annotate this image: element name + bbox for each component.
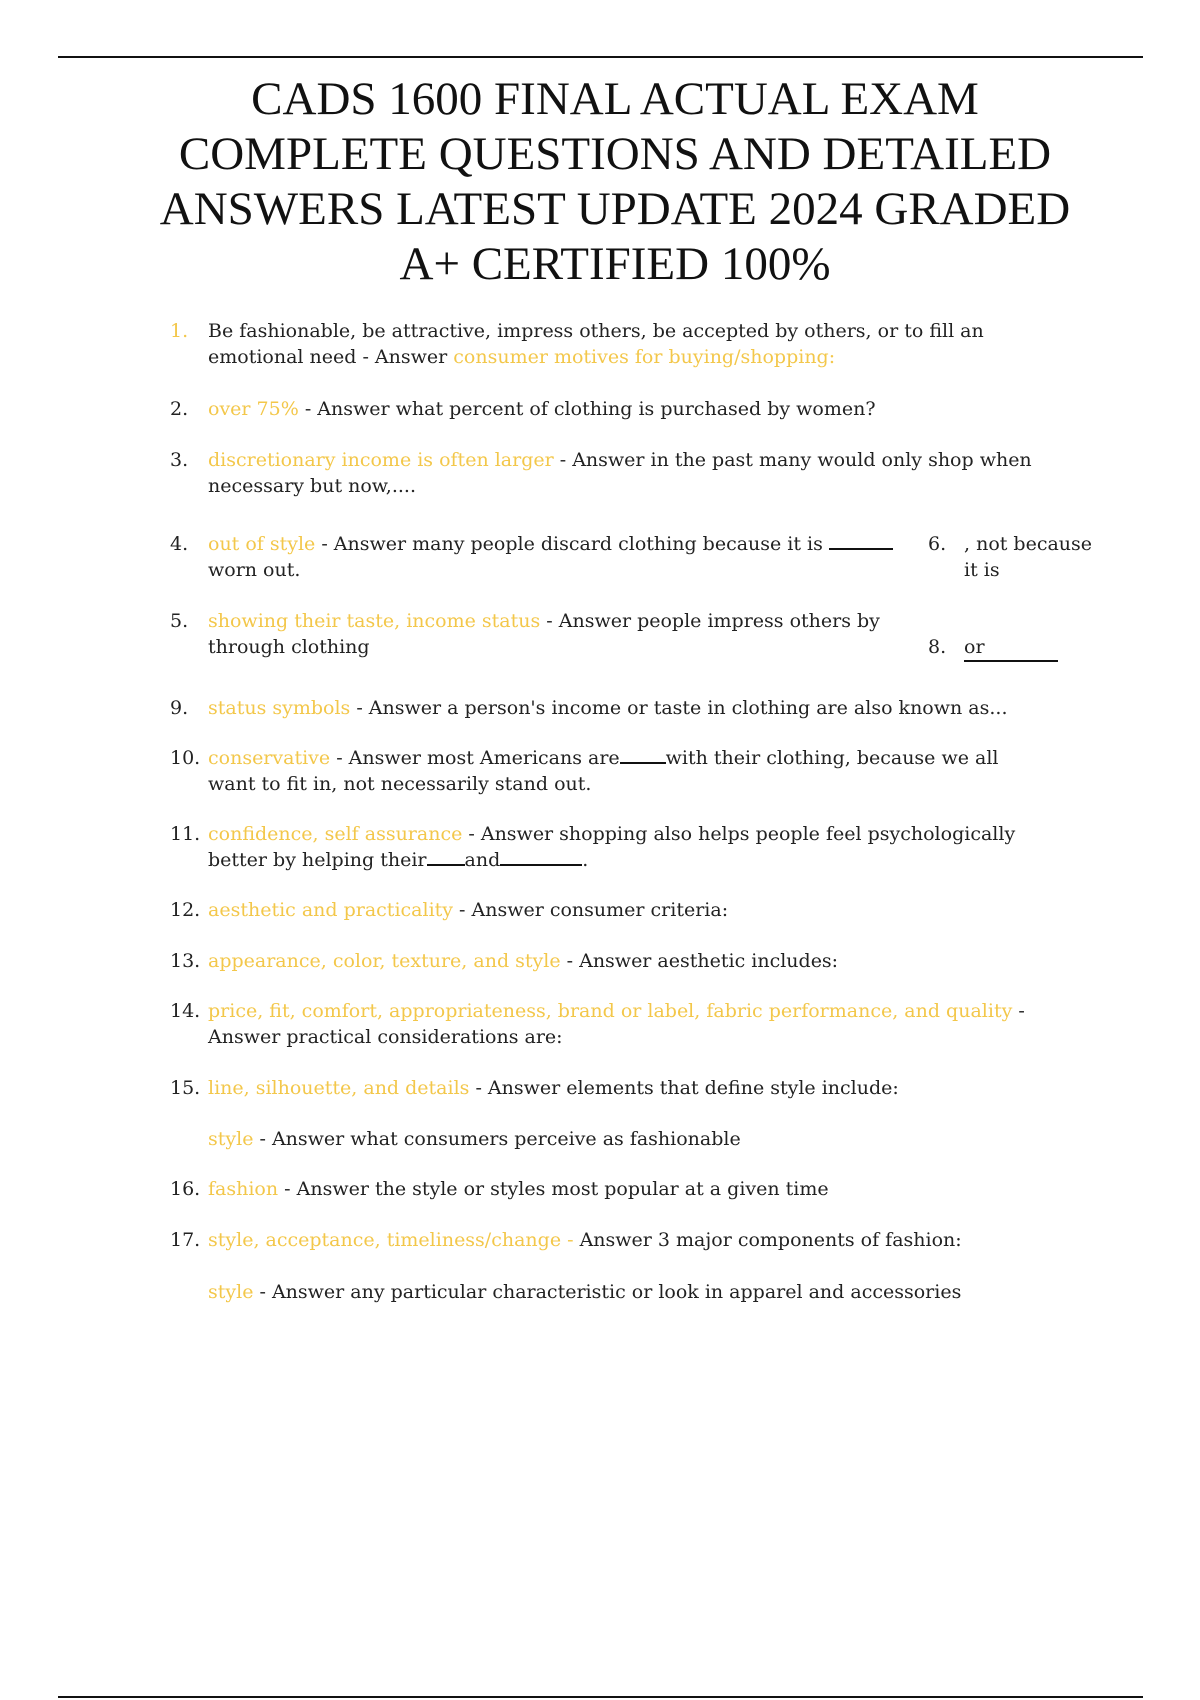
question-text: - Answer in the past many would only shop when [553, 449, 1032, 471]
question-text: with their clothing, because we all [665, 747, 999, 769]
question-text: - Answer any particular characteristic or look in apparel and accessories [253, 1281, 962, 1303]
question-text: it is [964, 559, 1000, 581]
question-text: necessary but now,.... [208, 475, 417, 497]
question-text: - Answer aesthetic includes: [560, 950, 839, 972]
question-text: better by helping their [208, 849, 427, 871]
fill-in-blank [620, 746, 666, 764]
question-text: - Answer the style or styles most popular at a given time [278, 1178, 829, 1200]
item-number: 17. [170, 1229, 201, 1251]
question-text: Answer practical considerations are: [208, 1026, 563, 1048]
bottom-rule [58, 1696, 1143, 1698]
item-number: 2. [170, 398, 189, 420]
question-text: want to fit in, not necessarily stand out. [208, 773, 592, 795]
question-text: emotional need - Answer [208, 346, 454, 368]
question-text: through clothing [208, 636, 370, 658]
item-number: 5. [170, 610, 189, 632]
question-text: - Answer consumer criteria: [453, 899, 729, 921]
question-text: - [1012, 1000, 1025, 1022]
item-number: 10. [170, 747, 201, 769]
answer-text: style [208, 1281, 254, 1303]
answer-text: style [208, 1128, 254, 1150]
answer-text: conservative [208, 747, 331, 769]
title-line-4: A+ CERTIFIED 100% [399, 238, 831, 290]
item-number: 13. [170, 950, 201, 972]
answer-text: appearance, color, texture, and style [208, 950, 561, 972]
question-text: - Answer elements that define style include: [469, 1077, 899, 1099]
title-line-1: CADS 1600 FINAL ACTUAL EXAM [251, 73, 979, 125]
answer-text: out of style [208, 533, 316, 555]
question-text: Be fashionable, be attractive, impress others, be accepted by others, or to fill an [208, 320, 984, 342]
question-text: Answer 3 major components of fashion: [573, 1229, 962, 1251]
item-number: 6. [928, 533, 947, 555]
answer-text: status symbols [208, 697, 351, 719]
fill-in-blank [500, 848, 582, 866]
question-text: - Answer people impress others by [540, 610, 880, 632]
answer-text: aesthetic and practicality [208, 899, 454, 921]
answer-text: fashion [208, 1178, 279, 1200]
top-rule [58, 56, 1143, 58]
answer-text: style, acceptance, timeliness/change - [208, 1229, 574, 1251]
question-text: and [464, 849, 501, 871]
question-text: - Answer shopping also helps people feel psychologically [462, 823, 1016, 845]
item-number: 11. [170, 823, 201, 845]
question-text: , not because [964, 533, 1093, 555]
item-number: 15. [170, 1077, 201, 1099]
answer-text: discretionary income is often larger [208, 449, 554, 471]
document-title [100, 72, 1130, 292]
question-text: - Answer what consumers perceive as fashionable [253, 1128, 741, 1150]
question-text: worn out. [208, 559, 301, 581]
fill-in-blank [427, 848, 465, 866]
answer-text: confidence, self assurance [208, 823, 463, 845]
title-line-2: COMPLETE QUESTIONS AND DETAILED [178, 128, 1052, 180]
question-text: - Answer a person's income or taste in clothing are also known as... [350, 697, 1008, 719]
title-line-3: ANSWERS LATEST UPDATE 2024 GRADED [159, 183, 1071, 235]
question-text: or [964, 636, 985, 658]
question-text: - Answer what percent of clothing is purchased by women? [298, 398, 876, 420]
item-number: 8. [928, 636, 947, 658]
item-number: 3. [170, 449, 189, 471]
item-number: 14. [170, 1000, 201, 1022]
question-text: - Answer most Americans are [330, 747, 620, 769]
item-number: 12. [170, 899, 201, 921]
item-number: 1. [170, 320, 189, 342]
answer-text: price, fit, comfort, appropriateness, brand or label, fabric performance, and quality [208, 1000, 1013, 1022]
question-text: . [582, 849, 589, 871]
fill-in-blank [829, 532, 893, 550]
question-text: - Answer many people discard clothing because it is [315, 533, 829, 555]
answer-text: consumer motives for buying/shopping: [453, 346, 836, 368]
answer-text: line, silhouette, and details [208, 1077, 470, 1099]
item-number: 9. [170, 697, 189, 719]
answer-text: over 75% [208, 398, 299, 420]
item-number: 16. [170, 1178, 201, 1200]
answer-text: showing their taste, income status [208, 610, 541, 632]
item-number: 4. [170, 533, 189, 555]
